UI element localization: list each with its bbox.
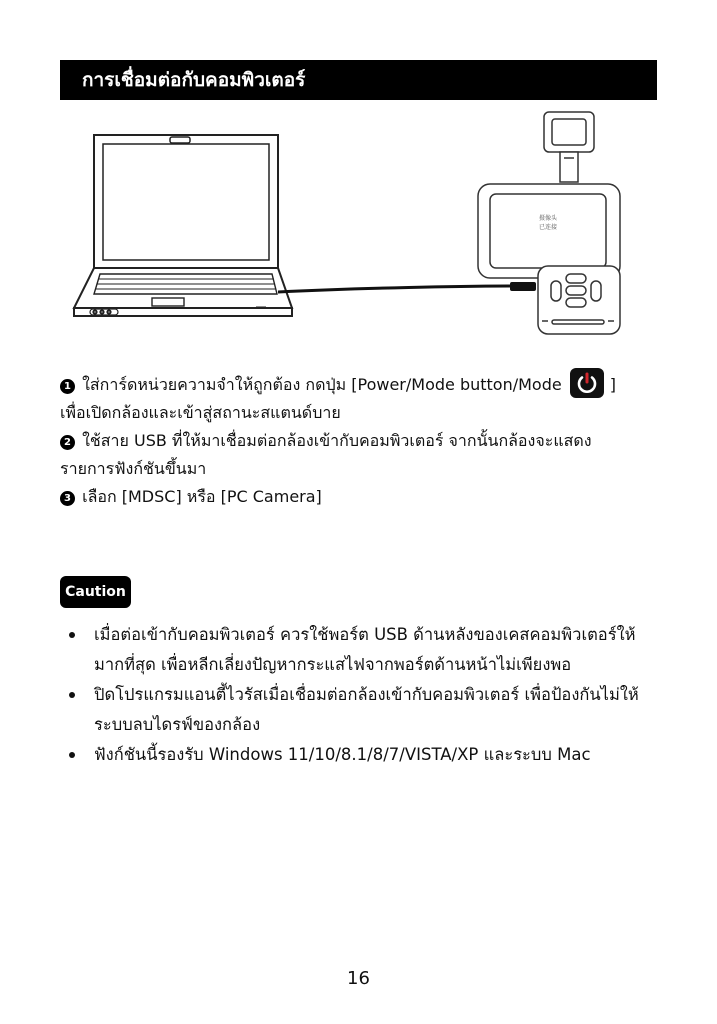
step-2-continuation: รายการฟังก์ชันขึ้นมา: [60, 459, 207, 478]
bullet-icon: [69, 632, 75, 638]
step-2-text: ใช้สาย USB ที่ให้มาเชื่อมต่อกล้องเข้ากับคอมพิวเตอร์ จากนั้นกล้องจะแสดง: [82, 431, 592, 450]
step-number-3: 3: [60, 491, 75, 506]
step-number-1: 1: [60, 379, 75, 394]
step-1: [60, 368, 660, 399]
device-screen-text-line2: 已连接: [538, 224, 558, 231]
step-1-bracket: ]: [609, 375, 616, 394]
page-number: 16: [347, 968, 370, 989]
step-2: [60, 427, 660, 455]
bullet-icon: [69, 752, 75, 758]
caution-note-text: เมื่อต่อเข้ากับคอมพิวเตอร์ ควรใช้พอร์ต USB ด้านหลังของเคสคอมพิวเตอร์ให้มากที่สุด เพื่อหลีกเลี่ยงปัญหากระแสไฟจากพอร์ตด้านหน้าไม่เพียงพอ: [94, 625, 636, 674]
caution-note: [60, 740, 660, 770]
laptop-illustration: [74, 135, 292, 316]
step-3: [60, 483, 660, 511]
laptop-camera-connection-illustration: [60, 108, 657, 348]
device-screen-text-line1: 摄像头: [538, 215, 558, 222]
caution-note-text: ฟังก์ชันนี้รองรับ Windows 11/10/8.1/8/7/VISTA/XP และระบบ Mac: [94, 745, 591, 764]
bullet-icon: [69, 692, 75, 698]
step-3-text: เลือก [MDSC] หรือ [PC Camera]: [82, 487, 322, 506]
caution-notes: [60, 620, 660, 770]
step-number-2: 2: [60, 435, 75, 450]
caution-note-text: ปิดโปรแกรมแอนตี้ไวรัสเมื่อเชื่อมต่อกล้องเข้ากับคอมพิวเตอร์ เพื่อป้องกันไม่ให้ระบบลบไดรฟ์ของกล้อง: [94, 685, 639, 734]
power-icon: [570, 368, 604, 398]
caution-badge: Caution: [60, 576, 131, 608]
section-header: [60, 60, 657, 100]
camera-device-illustration: [478, 112, 620, 334]
instruction-steps: [60, 368, 660, 511]
section-title: การเชื่อมต่อกับคอมพิวเตอร์: [82, 69, 306, 91]
usb-cable: [278, 286, 530, 292]
step-1-continuation: เพื่อเปิดกล้องและเข้าสู่สถานะสแตนด์บาย: [60, 403, 341, 422]
usb-plug: [510, 282, 536, 291]
caution-note: [60, 620, 660, 680]
caution-note: [60, 680, 660, 740]
step-1-text: ใส่การ์ดหน่วยความจำให้ถูกต้อง กดปุ่ม [Power/Mode button/Mode: [82, 375, 562, 394]
